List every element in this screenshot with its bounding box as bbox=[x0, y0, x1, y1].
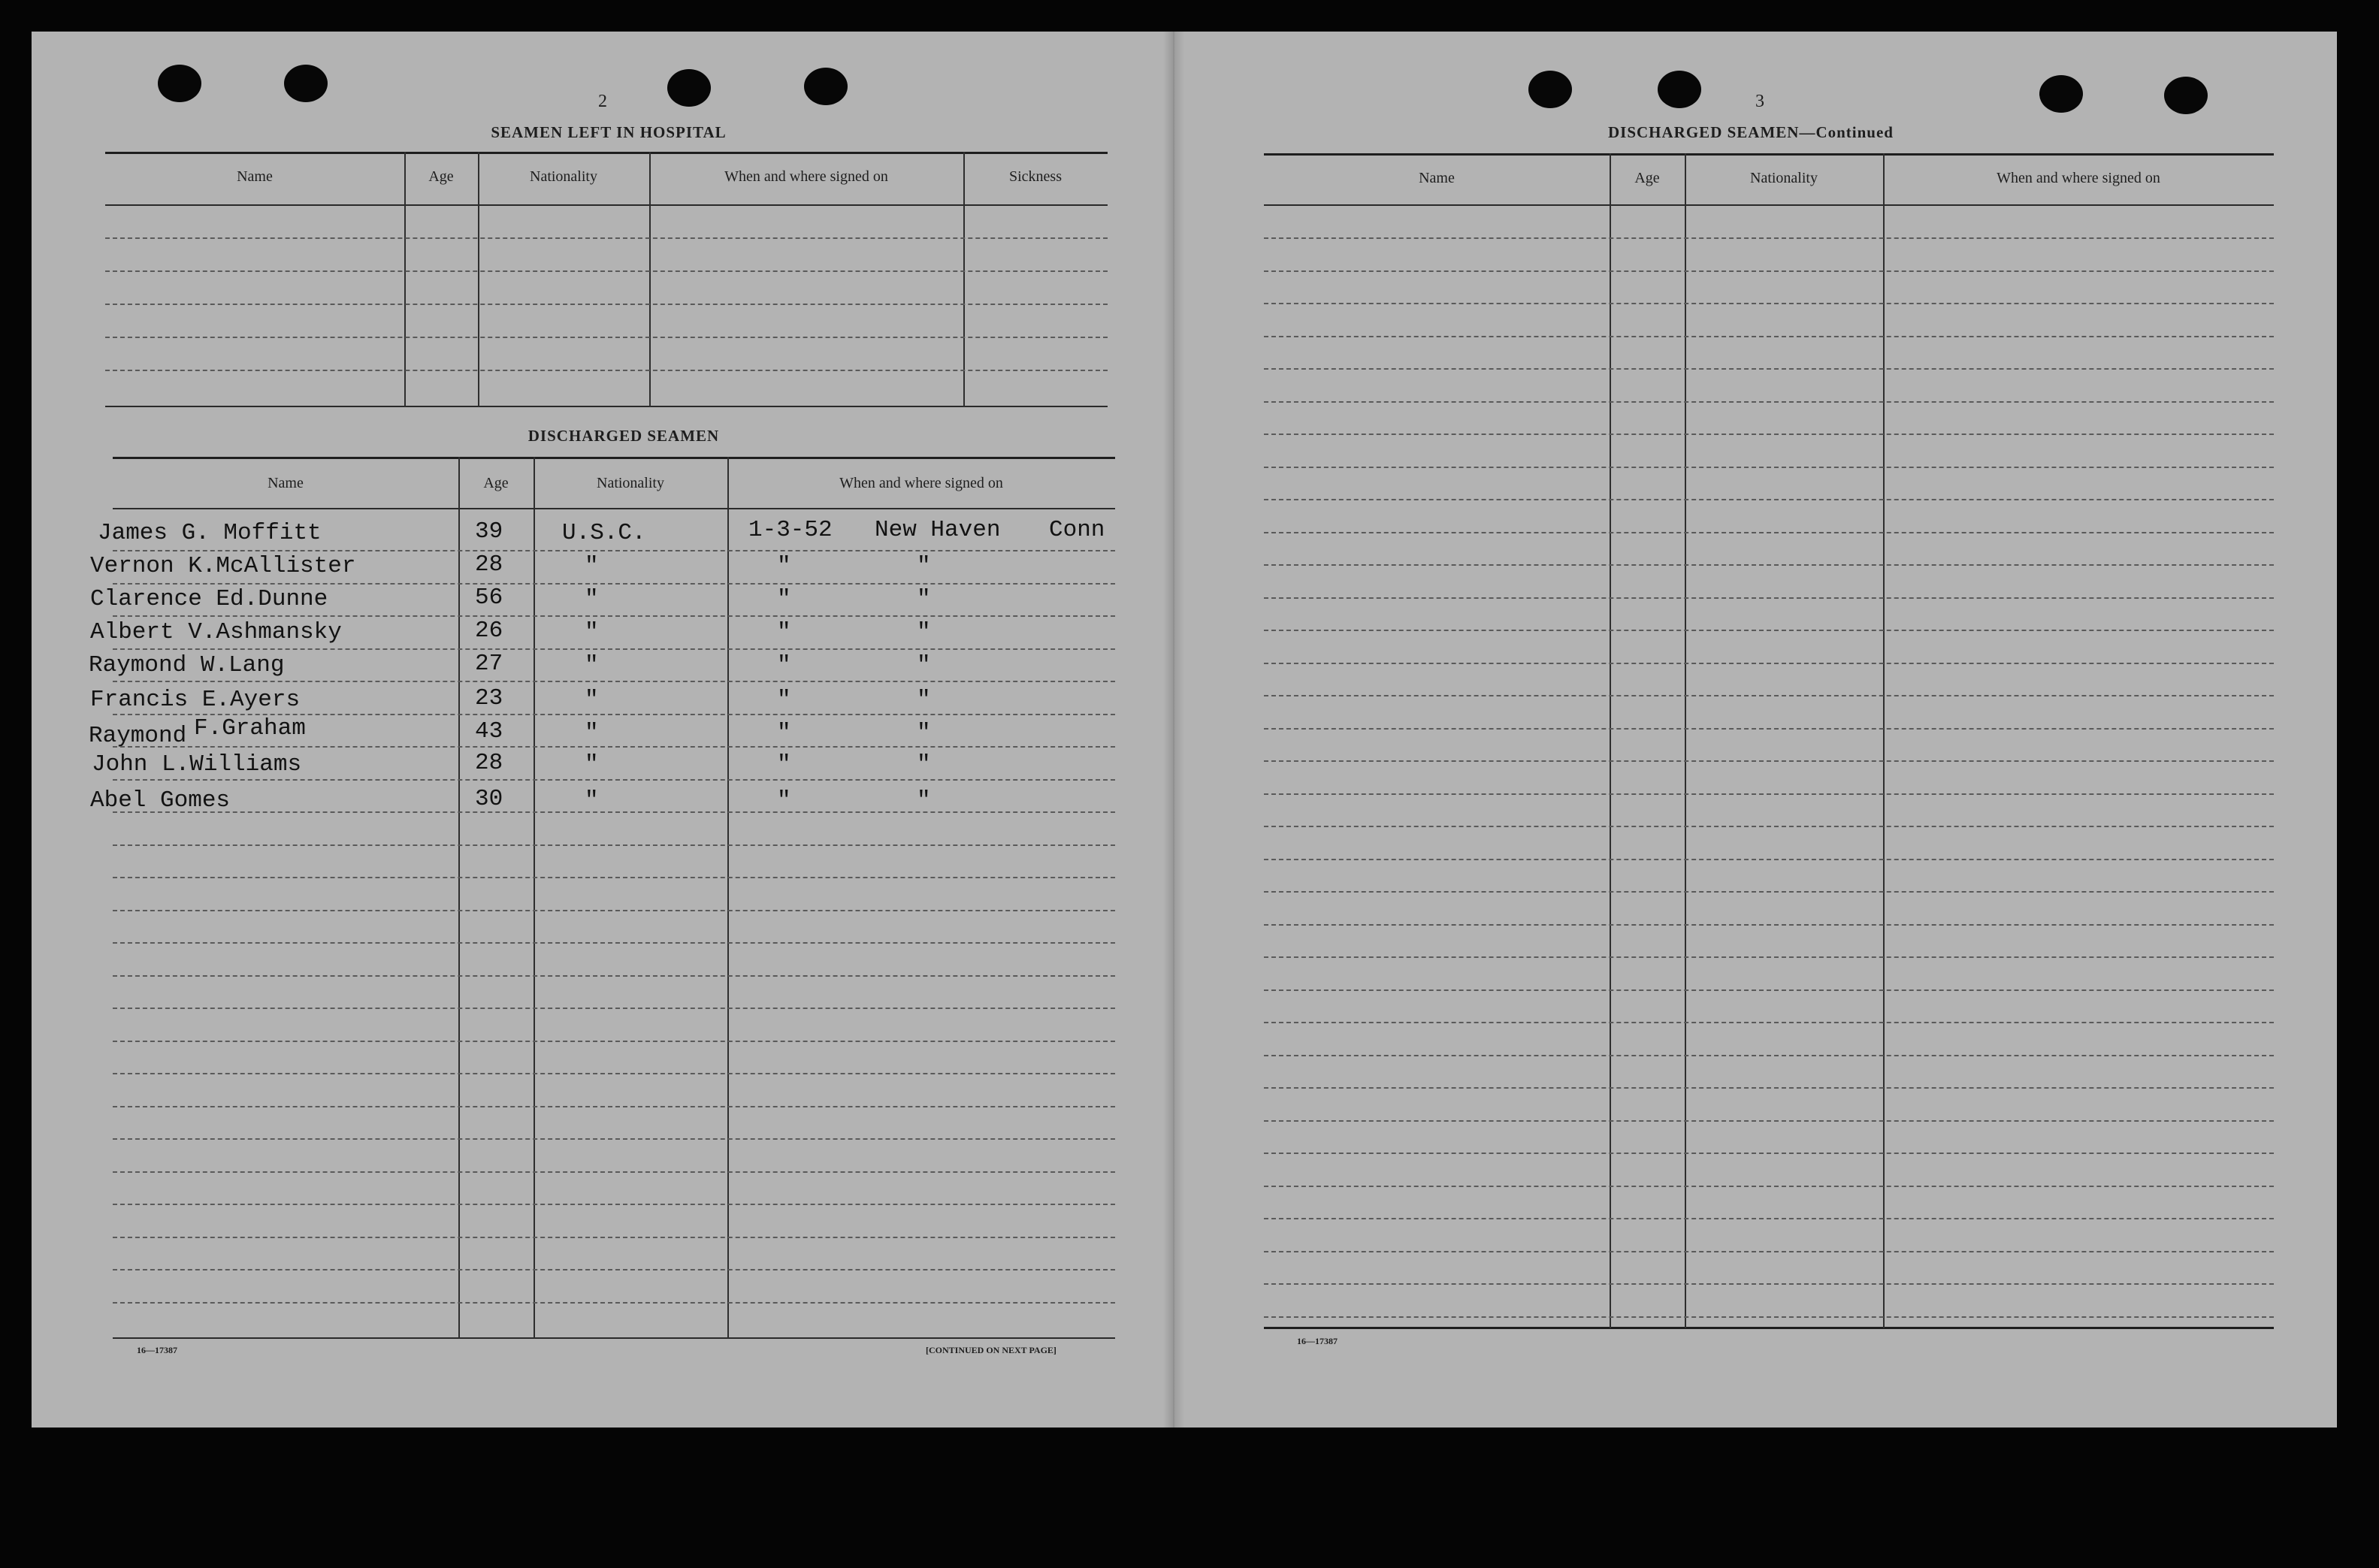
row-line bbox=[1264, 597, 2274, 599]
row-line bbox=[1264, 564, 2274, 566]
col-header-age: Age bbox=[483, 475, 509, 491]
row-line bbox=[113, 779, 1115, 781]
row-line bbox=[113, 714, 1115, 715]
rule bbox=[1264, 204, 2274, 206]
signed-on-date: 1-3-52 bbox=[748, 517, 833, 543]
row-line bbox=[113, 811, 1115, 813]
col-header-name: Name bbox=[237, 168, 273, 185]
page-number-right: 3 bbox=[1755, 92, 1764, 111]
row-line bbox=[1264, 467, 2274, 468]
seaman-name: Raymond W.Lang bbox=[89, 652, 285, 678]
signed-on-place: " bbox=[917, 720, 931, 746]
row-line bbox=[1264, 728, 2274, 730]
seaman-nationality: " bbox=[585, 720, 599, 746]
signed-on-date: " bbox=[777, 751, 791, 778]
row-line bbox=[1264, 956, 2274, 958]
rule bbox=[105, 204, 1108, 206]
seaman-name: Francis E.Ayers bbox=[90, 687, 301, 713]
row-line bbox=[105, 270, 1108, 272]
col-header-name: Name bbox=[1419, 170, 1455, 186]
page-number-left: 2 bbox=[598, 92, 607, 111]
col-header-age: Age bbox=[428, 168, 454, 185]
row-line bbox=[105, 337, 1108, 338]
seaman-name: James G. Moffitt bbox=[98, 520, 322, 546]
row-line bbox=[113, 942, 1115, 944]
row-line bbox=[113, 746, 1115, 748]
row-line bbox=[1264, 1153, 2274, 1154]
row-line bbox=[1264, 663, 2274, 664]
punch-hole bbox=[2164, 77, 2208, 114]
rule bbox=[113, 457, 1115, 459]
col-header-sickness: Sickness bbox=[1009, 168, 1062, 185]
seaman-age: 56 bbox=[475, 585, 503, 611]
row-line bbox=[1264, 1055, 2274, 1056]
signed-on-place: " bbox=[917, 751, 931, 778]
punch-hole bbox=[667, 69, 711, 107]
punch-hole bbox=[284, 65, 328, 102]
signed-on-place: " bbox=[917, 619, 931, 645]
col-header-name: Name bbox=[268, 475, 304, 491]
signed-on-place: " bbox=[917, 586, 931, 612]
discharged-section-title: DISCHARGED SEAMEN bbox=[527, 427, 720, 445]
hospital-table bbox=[105, 152, 1108, 409]
row-line bbox=[1264, 891, 2274, 893]
row-line bbox=[1264, 826, 2274, 827]
column-divider bbox=[478, 152, 479, 407]
row-line bbox=[1264, 237, 2274, 239]
punch-hole bbox=[1658, 71, 1701, 108]
col-header-nationality: Nationality bbox=[597, 475, 664, 491]
row-line bbox=[113, 648, 1115, 650]
seaman-name: Albert V.Ashmansky bbox=[90, 619, 342, 645]
row-line bbox=[1264, 1120, 2274, 1122]
row-line bbox=[113, 1041, 1115, 1042]
punch-hole bbox=[804, 68, 848, 105]
row-line bbox=[1264, 760, 2274, 762]
row-line bbox=[1264, 270, 2274, 272]
row-line bbox=[1264, 368, 2274, 370]
column-divider bbox=[404, 152, 406, 407]
row-line bbox=[113, 1008, 1115, 1009]
seaman-nationality: " bbox=[585, 652, 599, 678]
seaman-name: Clarence Ed.Dunne bbox=[90, 586, 328, 612]
punch-hole bbox=[2039, 75, 2083, 113]
rule bbox=[105, 152, 1108, 154]
form-number: 16—17387 bbox=[137, 1345, 177, 1355]
column-divider bbox=[649, 152, 651, 407]
row-line bbox=[113, 1269, 1115, 1270]
rule bbox=[113, 1337, 1115, 1339]
row-line bbox=[113, 681, 1115, 682]
row-line bbox=[113, 615, 1115, 617]
discharged-continued-title: DISCHARGED SEAMEN—Continued bbox=[1608, 123, 1894, 141]
seaman-age: 27 bbox=[475, 651, 503, 677]
row-line bbox=[105, 237, 1108, 239]
col-header-age: Age bbox=[1634, 170, 1660, 186]
row-line bbox=[113, 1138, 1115, 1140]
row-line bbox=[113, 550, 1115, 551]
seaman-name: Abel Gomes bbox=[90, 787, 231, 814]
seaman-nationality: U.S.C. bbox=[562, 520, 646, 546]
seaman-name: Vernon K.McAllister bbox=[90, 553, 356, 579]
row-line bbox=[1264, 1283, 2274, 1285]
column-divider bbox=[727, 457, 729, 1339]
seaman-age: 26 bbox=[475, 618, 503, 644]
row-line bbox=[113, 844, 1115, 846]
signed-on-date: " bbox=[777, 553, 791, 579]
row-line bbox=[1264, 499, 2274, 500]
row-line bbox=[113, 1073, 1115, 1074]
rule bbox=[105, 406, 1108, 407]
seaman-age: 43 bbox=[475, 718, 503, 745]
seaman-name: John L.Williams bbox=[92, 751, 302, 778]
row-line bbox=[1264, 989, 2274, 991]
row-line bbox=[1264, 434, 2274, 435]
rule bbox=[1264, 153, 2274, 156]
seaman-age: 30 bbox=[475, 786, 503, 812]
row-line bbox=[1264, 1087, 2274, 1089]
signed-on-date: " bbox=[777, 787, 791, 814]
row-line bbox=[1264, 1186, 2274, 1187]
row-line bbox=[1264, 532, 2274, 533]
seaman-name: Raymond bbox=[89, 723, 187, 749]
signed-on-place: " bbox=[917, 687, 931, 713]
signed-on-place: " bbox=[917, 652, 931, 678]
signed-on-place: " bbox=[917, 787, 931, 814]
row-line bbox=[1264, 1218, 2274, 1219]
col-header-signed-on: When and where signed on bbox=[724, 168, 888, 185]
seaman-age: 23 bbox=[475, 685, 503, 711]
seaman-nationality: " bbox=[585, 787, 599, 814]
form-number: 16—17387 bbox=[1297, 1336, 1338, 1346]
row-line bbox=[1264, 1251, 2274, 1252]
row-line bbox=[1264, 401, 2274, 403]
seaman-nationality: " bbox=[585, 687, 599, 713]
row-line bbox=[105, 304, 1108, 305]
signed-on-date: " bbox=[777, 586, 791, 612]
discharged-continued-table bbox=[1264, 153, 2274, 1330]
row-line bbox=[113, 1204, 1115, 1205]
row-line bbox=[1264, 1022, 2274, 1023]
row-line bbox=[113, 975, 1115, 977]
seaman-nationality: " bbox=[585, 619, 599, 645]
row-line bbox=[113, 1106, 1115, 1107]
row-line bbox=[1264, 924, 2274, 926]
signed-on-place: New Haven bbox=[875, 517, 1001, 543]
col-header-signed-on: When and where signed on bbox=[1997, 170, 2160, 186]
punch-hole bbox=[158, 65, 201, 102]
signed-on-state: Conn bbox=[1049, 517, 1105, 543]
signed-on-date: " bbox=[777, 720, 791, 746]
row-line bbox=[113, 1237, 1115, 1238]
rule bbox=[113, 508, 1115, 509]
col-header-nationality: Nationality bbox=[1750, 170, 1818, 186]
seaman-age: 28 bbox=[475, 551, 503, 578]
row-line bbox=[113, 583, 1115, 585]
row-line bbox=[1264, 1316, 2274, 1318]
row-line bbox=[113, 910, 1115, 911]
row-line bbox=[1264, 630, 2274, 631]
seaman-nationality: " bbox=[585, 553, 599, 579]
row-line bbox=[113, 1302, 1115, 1304]
signed-on-place: " bbox=[917, 553, 931, 579]
seaman-nationality: " bbox=[585, 751, 599, 778]
signed-on-date: " bbox=[777, 619, 791, 645]
col-header-signed-on: When and where signed on bbox=[839, 475, 1003, 491]
signed-on-date: " bbox=[777, 687, 791, 713]
row-line bbox=[1264, 695, 2274, 696]
row-line bbox=[1264, 793, 2274, 795]
row-line bbox=[1264, 859, 2274, 860]
column-divider bbox=[534, 457, 535, 1339]
row-line bbox=[113, 1171, 1115, 1173]
row-line bbox=[105, 370, 1108, 371]
punch-hole bbox=[1528, 71, 1572, 108]
col-header-nationality: Nationality bbox=[530, 168, 597, 185]
seaman-age: 28 bbox=[475, 750, 503, 776]
column-divider bbox=[963, 152, 965, 407]
signed-on-date: " bbox=[777, 652, 791, 678]
discharged-table bbox=[89, 457, 1115, 1340]
hospital-section-title: SEAMEN LEFT IN HOSPITAL bbox=[491, 123, 727, 141]
seaman-age: 39 bbox=[475, 518, 503, 545]
row-line bbox=[1264, 303, 2274, 304]
row-line bbox=[113, 877, 1115, 878]
rule bbox=[1264, 1327, 2274, 1329]
seaman-name-continued: F.Graham bbox=[194, 715, 306, 742]
column-divider bbox=[458, 457, 460, 1339]
row-line bbox=[1264, 336, 2274, 337]
continued-note: [CONTINUED ON NEXT PAGE] bbox=[926, 1345, 1056, 1355]
seaman-nationality: " bbox=[585, 586, 599, 612]
page-fold bbox=[1163, 32, 1184, 1428]
